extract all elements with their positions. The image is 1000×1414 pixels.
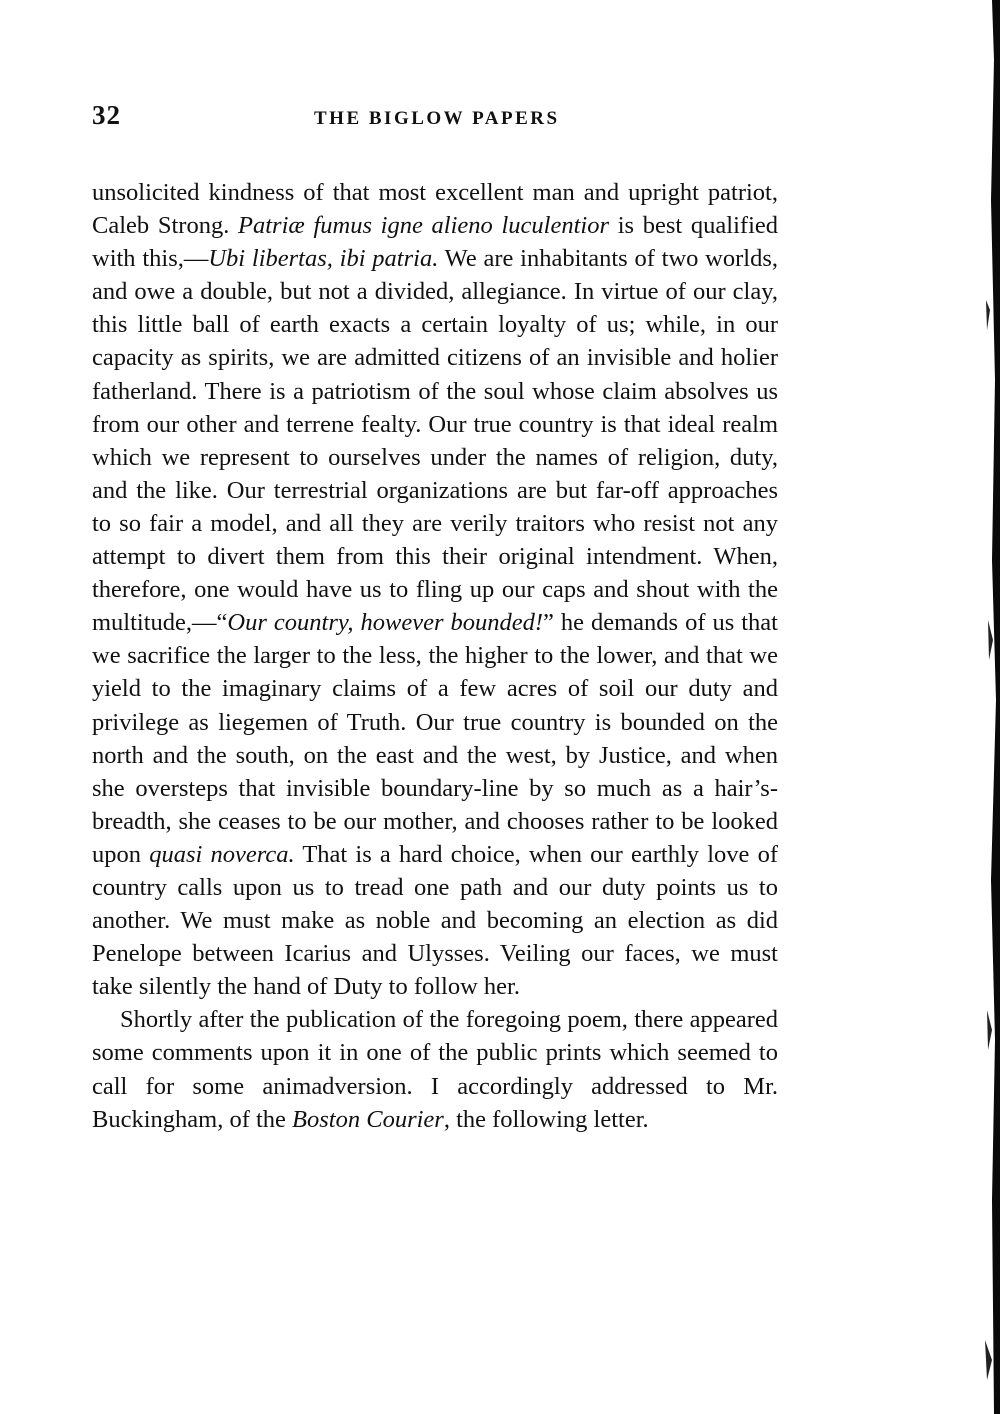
text-segment: Shortly after the publication of the foregoing poem, there appeared some comments upon it in one of the public prints which seemed to call for some animadversion. I accordingly addressed to Mr. Buckingham, of the: [92, 1006, 778, 1133]
text-segment: We are inhabitants of two worlds, and owe a double, but not a divided, allegiance. In virtue of our clay, this little ball of earth exacts a certain loyalty of us; while, in our capacity as spirits, we are admitted citizens of an invisible and holier fatherland. There is a patriotism of the soul whose claim absolves us from our other and terrene fealty. Our true country is that ideal realm which we represent to ourselves under the names of religion, duty, and the like. Our terrestrial organizations are but far-off approaches to so fair a model, and all they are verily traitors who resist not any attempt to divert them from this their original intendment. When, therefore, one would have us to fling up our caps and shout with the multitude,—“: [92, 245, 778, 637]
latin-quote: Patriæ fumus igne alieno luculentior: [238, 212, 610, 240]
text-segment: unsolicited kindness of that most excellent man and upright patriot, Caleb Strong.: [92, 179, 778, 240]
running-title: THE BIGLOW PAPERS: [314, 108, 560, 129]
latin-motto: Ubi libertas, ibi patria.: [208, 245, 439, 273]
page-header: [92, 100, 792, 136]
latin-phrase: quasi noverca.: [149, 840, 295, 868]
newspaper-title: Boston Courier: [292, 1105, 444, 1133]
scanned-page-edge: [970, 0, 1000, 1414]
paragraph-2: [92, 1003, 778, 1135]
text-segment: , the following letter.: [443, 1105, 649, 1133]
text-segment: That is a hard choice, when our earthly love of country calls upon us to tread one path and our duty points us to another. We must make as noble and becoming an election as did Penelope between Icarius and Ulysses. Veiling our faces, we must take silently the hand of Duty to follow her.: [92, 840, 778, 1001]
paragraph-1: [92, 176, 778, 1003]
page-number: 32: [92, 100, 121, 130]
body-text: [92, 176, 778, 1136]
text-segment: is best qualified with this,—: [92, 212, 779, 273]
text-segment: ” he demands of us that we sacrifice the larger to the less, the higher to the lower, and that we yield to the imaginary claims of a few acres of soil our duty and privilege as liegemen of Truth. Our true country is bounded on the north and the south, on the east and the west, by Justice, and when she oversteps that invisible boundary-line by so much as a hair’s-breadth, she ceases to be our mother, and chooses rather to be looked upon: [92, 609, 778, 868]
quoted-slogan: Our country, however bounded!: [227, 609, 544, 637]
